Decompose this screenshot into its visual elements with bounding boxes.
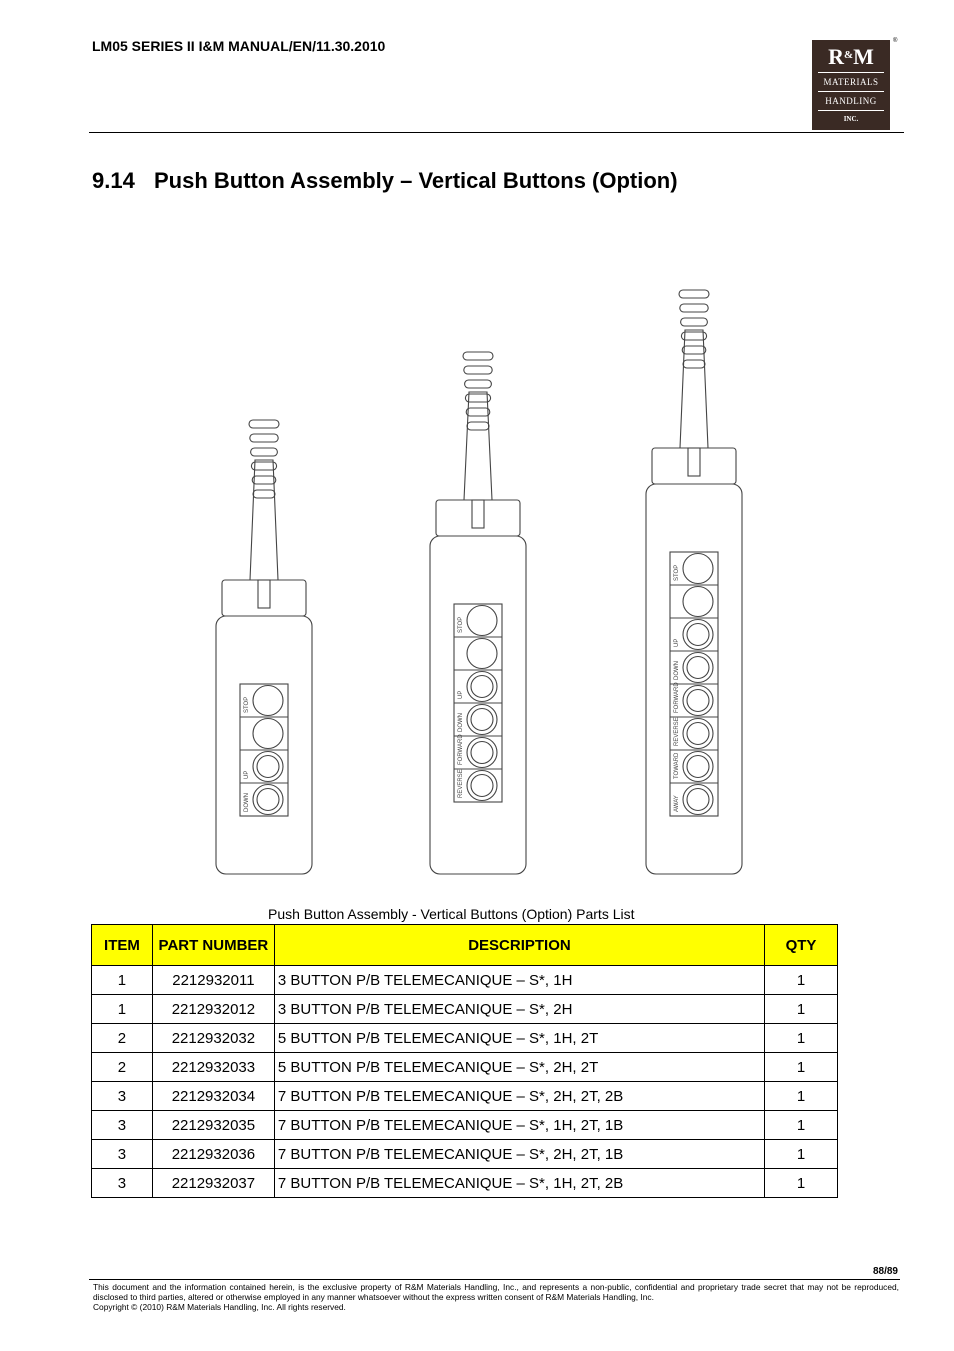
stop-button [253, 686, 283, 716]
header-item: ITEM [92, 925, 153, 966]
cell-item: 1 [92, 966, 153, 995]
cell-item: 1 [92, 995, 153, 1024]
registered-mark: ® [893, 38, 898, 44]
push-button [253, 719, 283, 749]
pendant-collar-slot [472, 500, 484, 528]
cell-description: 5 BUTTON P/B TELEMECANIQUE – S*, 2H, 2T [274, 1053, 764, 1082]
pendant-collar-slot [258, 580, 270, 608]
cell-qty: 1 [765, 1111, 838, 1140]
pendant-tube-ring [252, 476, 276, 484]
button-label: DOWN [674, 661, 680, 680]
button-label: REVERSE [674, 717, 680, 746]
push-button-ring [687, 789, 709, 811]
cell-part: 2212932036 [152, 1140, 274, 1169]
page-number: 88/89 [872, 1266, 898, 1277]
push-button-ring [687, 624, 709, 646]
pendant-collar [436, 500, 520, 536]
cell-item: 2 [92, 1053, 153, 1082]
table-row [92, 995, 838, 1024]
button-label: FORWARD [458, 734, 464, 765]
cell-item: 3 [92, 1111, 153, 1140]
push-button [467, 639, 497, 669]
cell-description: 7 BUTTON P/B TELEMECANIQUE – S*, 1H, 2T, 2B [274, 1169, 764, 1198]
push-button-ring [471, 742, 493, 764]
cell-part: 2212932037 [152, 1169, 274, 1198]
pendant-tube-ring [464, 366, 492, 374]
stop-button [467, 606, 497, 636]
table-row [92, 1053, 838, 1082]
cell-description: 3 BUTTON P/B TELEMECANIQUE – S*, 2H [274, 995, 764, 1024]
table-header-row [92, 925, 838, 966]
push-button-ring [687, 756, 709, 778]
pendant-tube-ring [681, 318, 708, 326]
push-button [683, 587, 713, 617]
copyright-text: Copyright © (2010) R&M Materials Handling, Inc. All rights reserved. [93, 1302, 346, 1312]
cell-item: 3 [92, 1140, 153, 1169]
table-caption: Push Button Assembly - Vertical Buttons (Option) Parts List [268, 906, 635, 922]
pendant-tube-ring [251, 448, 278, 456]
table-row [92, 1082, 838, 1111]
pendant-tube-ring [466, 408, 490, 416]
pendant-tube-ring [467, 422, 489, 430]
logo-inc: INC. [843, 115, 859, 123]
table-row [92, 1024, 838, 1053]
button-label: STOP [674, 564, 680, 581]
pendant-tube-ring [249, 420, 279, 428]
pendant-tube-ring [465, 380, 492, 388]
cell-part: 2212932032 [152, 1024, 274, 1053]
header-part-number: PART NUMBER [152, 925, 274, 966]
header-qty: QTY [765, 925, 838, 966]
cell-qty: 1 [765, 1082, 838, 1111]
cell-item: 3 [92, 1169, 153, 1198]
push-button-ring [257, 789, 279, 811]
push-button-ring [687, 657, 709, 679]
pendant-collar [652, 448, 736, 484]
cell-qty: 1 [765, 1140, 838, 1169]
logo-handling: HANDLING [825, 96, 877, 106]
push-button-ring [687, 690, 709, 712]
cell-item: 3 [92, 1082, 153, 1111]
button-label: DOWN [458, 713, 464, 732]
logo-materials: MATERIALS [823, 77, 879, 87]
cell-description: 7 BUTTON P/B TELEMECANIQUE – S*, 2H, 2T, 2B [274, 1082, 764, 1111]
parts-list-table [91, 924, 838, 1198]
footer-legal [93, 1282, 899, 1312]
cell-description: 7 BUTTON P/B TELEMECANIQUE – S*, 2H, 2T, 1B [274, 1140, 764, 1169]
pendant-tube-ring [679, 290, 709, 298]
cell-description: 7 BUTTON P/B TELEMECANIQUE – S*, 1H, 2T, 1B [274, 1111, 764, 1140]
cell-qty: 1 [765, 1024, 838, 1053]
button-label: UP [244, 770, 250, 779]
button-label: FORWARD [674, 682, 680, 713]
pendant-tube [680, 330, 708, 448]
button-label: UP [458, 690, 464, 699]
button-label: UP [674, 638, 680, 647]
logo-rm: R&M [828, 44, 874, 69]
pendant-collar-slot [688, 448, 700, 476]
table-row [92, 1111, 838, 1140]
cell-qty: 1 [765, 1169, 838, 1198]
pendant-tube-ring [250, 434, 278, 442]
push-button-ring [257, 756, 279, 778]
pendant-collar [222, 580, 306, 616]
cell-description: 3 BUTTON P/B TELEMECANIQUE – S*, 1H [274, 966, 764, 995]
pendant-tube-ring [683, 360, 705, 368]
cell-part: 2212932034 [152, 1082, 274, 1111]
cell-qty: 1 [765, 966, 838, 995]
table-row [92, 1140, 838, 1169]
cell-part: 2212932035 [152, 1111, 274, 1140]
rm-logo [812, 40, 890, 130]
cell-description: 5 BUTTON P/B TELEMECANIQUE – S*, 1H, 2T [274, 1024, 764, 1053]
cell-qty: 1 [765, 995, 838, 1024]
cell-part: 2212932033 [152, 1053, 274, 1082]
table-row [92, 966, 838, 995]
section-number: 9.14 [92, 168, 135, 193]
push-button-ring [471, 709, 493, 731]
button-label: STOP [244, 696, 250, 713]
legal-text: This document and the information contained herein, is the exclusive property of R&M Materials Handling, Inc., and represents a non-public, confidential and proprietary trade secret that may not be reproduced, disclosed to third parties, altered or otherwise employed in any manner whatsoever without the express written consent of R&M Materials Handling, Inc. [93, 1282, 899, 1302]
push-button-ring [687, 723, 709, 745]
header-description: DESCRIPTION [274, 925, 764, 966]
button-label: REVERSE [458, 769, 464, 798]
pendant-tube-ring [463, 352, 493, 360]
pendant-drawing [200, 280, 760, 880]
button-label: AWAY [674, 795, 680, 812]
section-title: Push Button Assembly – Vertical Buttons (Option) [154, 168, 678, 193]
pendant-tube-ring [680, 304, 708, 312]
cell-qty: 1 [765, 1053, 838, 1082]
push-button-ring [471, 676, 493, 698]
footer-rule [89, 1279, 900, 1280]
button-label: DOWN [244, 793, 250, 812]
manual-title: LM05 SERIES II I&M MANUAL/EN/11.30.2010 [92, 38, 386, 54]
button-label: TOWARD [674, 752, 680, 779]
pendant-tube-ring [253, 490, 275, 498]
pendant-tube-ring [682, 346, 706, 354]
cell-part: 2212932012 [152, 995, 274, 1024]
pendant-tube [250, 460, 278, 580]
cell-item: 2 [92, 1024, 153, 1053]
stop-button [683, 554, 713, 584]
button-label: STOP [458, 616, 464, 633]
section-heading [92, 168, 678, 194]
table-row [92, 1169, 838, 1198]
pendant-body [216, 616, 312, 874]
header-rule [89, 132, 904, 133]
push-button-ring [471, 775, 493, 797]
cell-part: 2212932011 [152, 966, 274, 995]
